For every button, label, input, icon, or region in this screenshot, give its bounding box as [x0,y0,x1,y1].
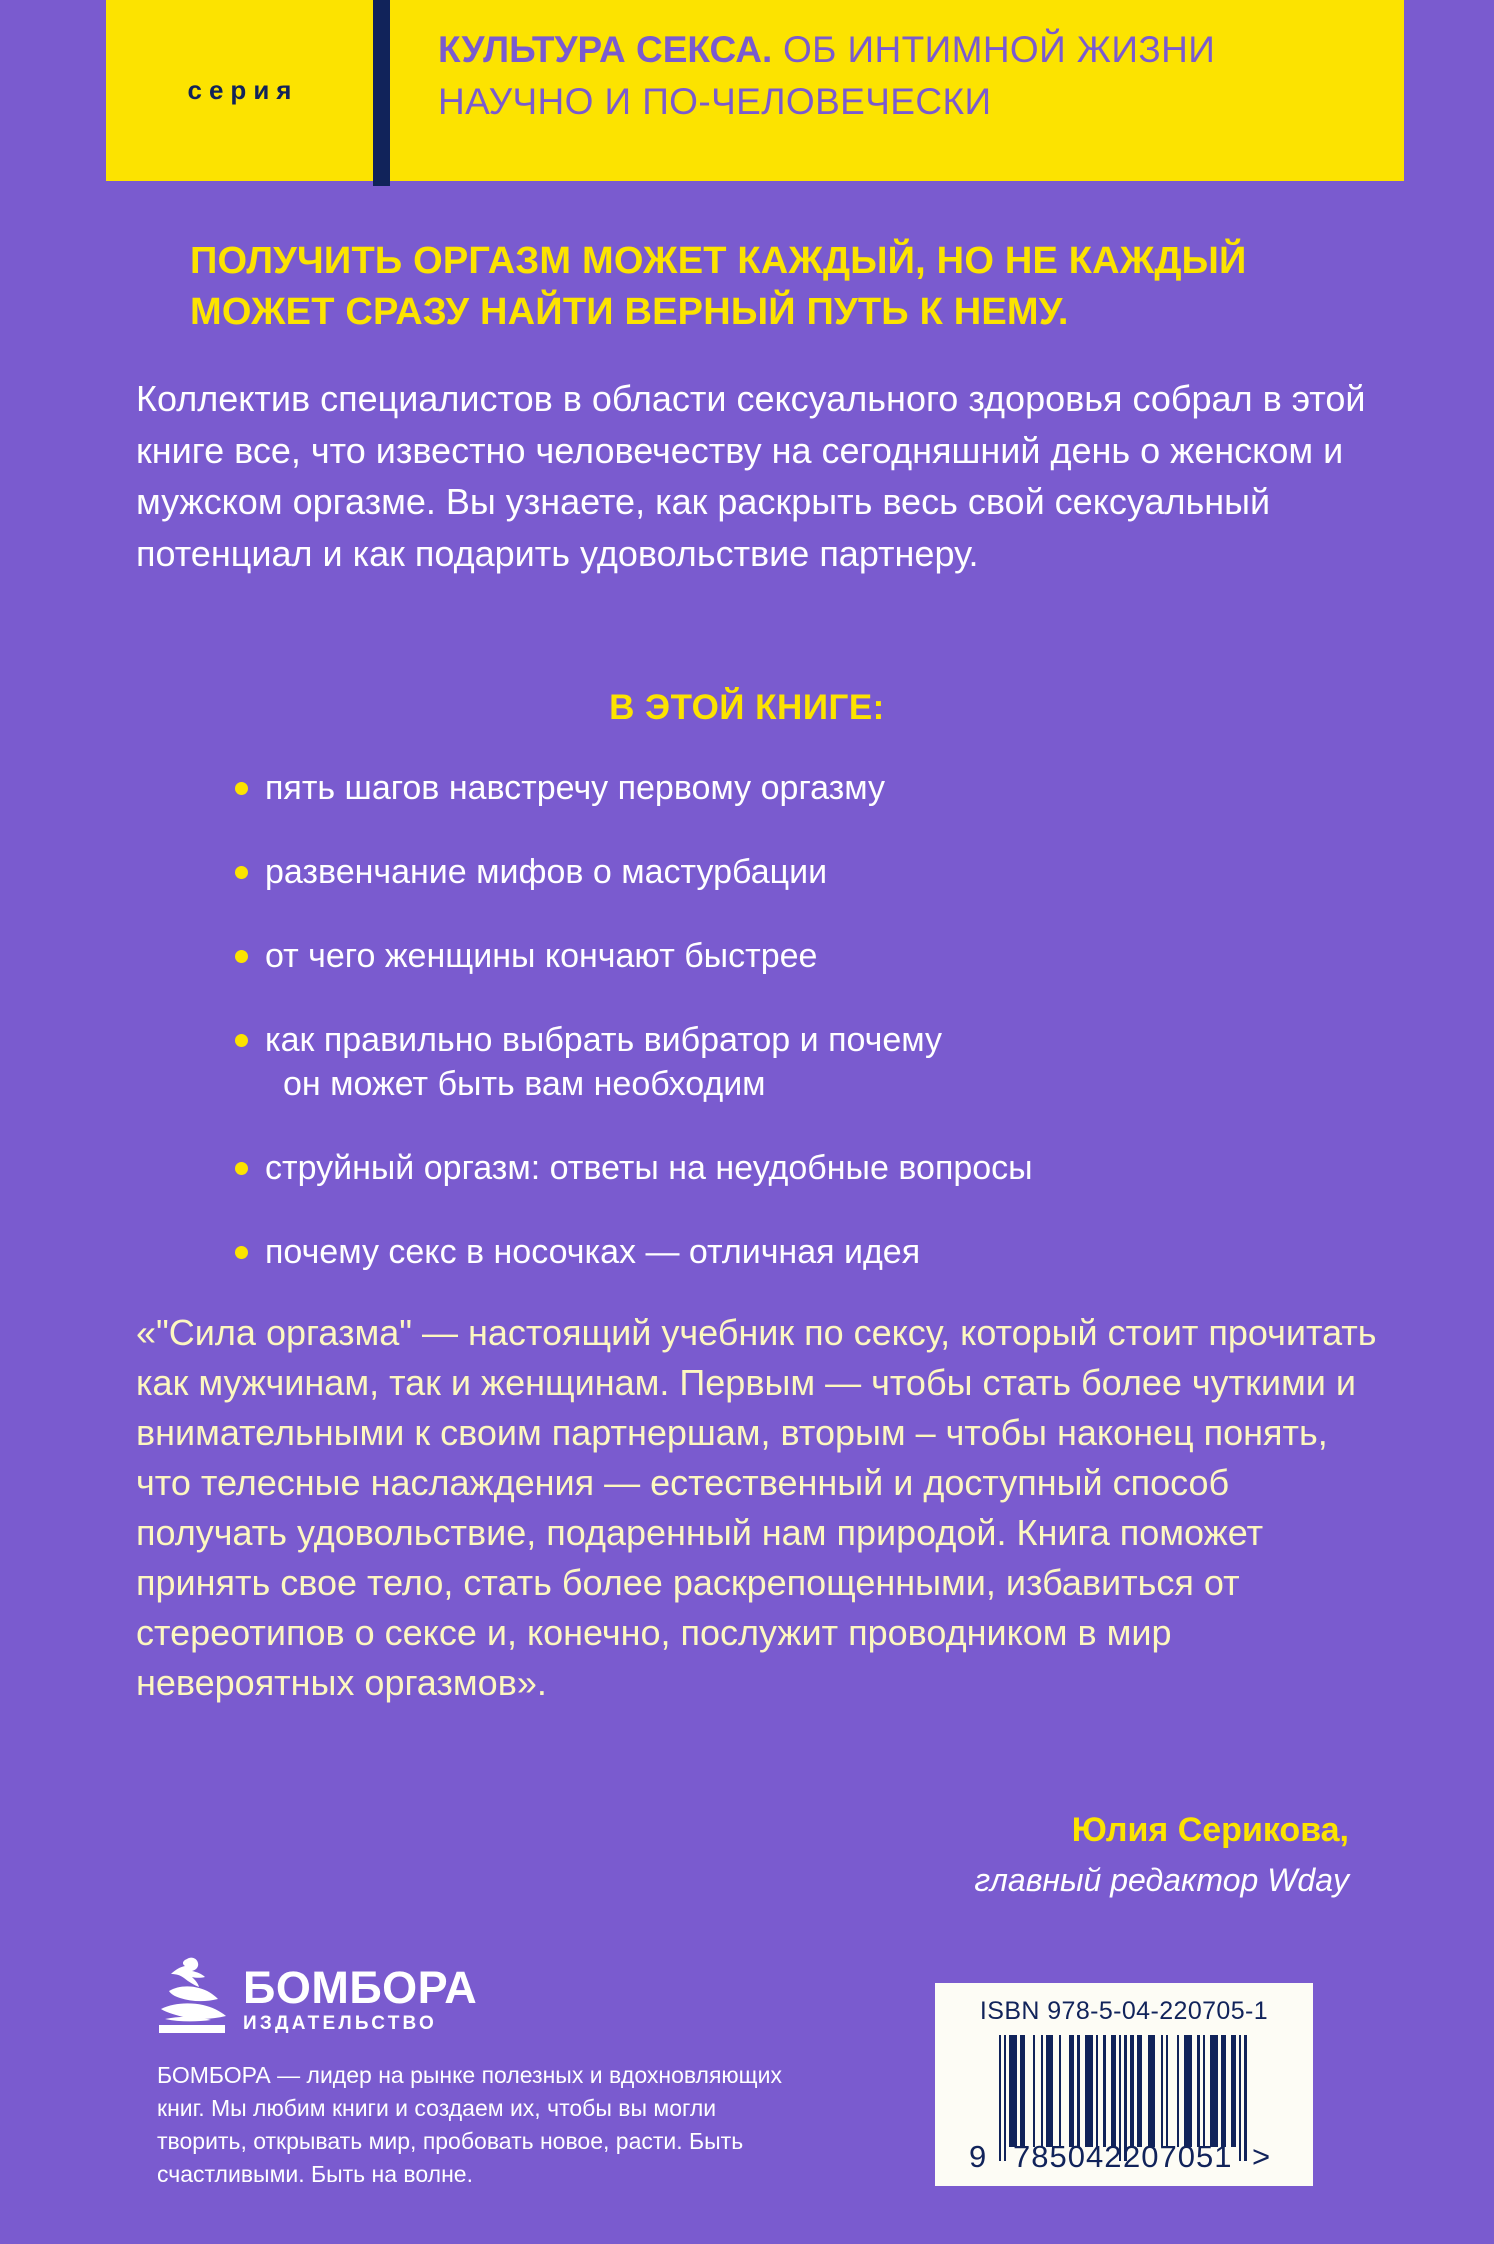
barcode-digit-end: > [1252,2139,1272,2174]
list-item-text: пять шагов навстречу первому оргазму [265,769,885,807]
list-item-text: почему секс в носочках — отличная идея [265,1233,921,1271]
quote-author-role: главный редактор Wday [974,1862,1349,1898]
list-item [235,934,1395,978]
publisher-wordmark [243,1955,477,2037]
bullet-dot-icon [235,1246,248,1259]
intro-paragraph: Коллектив специалистов в области сексуального здоровья собрал в этой книге все, что известно человечеству на сегодняшний день о женском и мужском оргазме. Вы узнаете, как раскрыть весь свой сексуальный потенциал и как подарить удовольствие партнеру. [136,378,1366,574]
list-item [235,1230,1395,1274]
bullet-dot-icon [235,950,248,963]
isbn-barcode [935,1983,1313,2186]
publisher-logo [157,1955,777,2041]
list-item [235,1146,1395,1190]
list-item-text: как правильно выбрать вибратор и почему [265,1021,943,1059]
publisher-name: БОМБОРА [243,1962,478,2013]
list-item-text: от чего женщины кончают быстрее [265,937,818,975]
series-title [438,24,1378,128]
series-label: серия [187,75,299,105]
bullet-dot-icon [235,866,248,879]
barcode-bars [999,2035,1247,2147]
series-title-rest: ОБ ИНТИМНОЙ ЖИЗНИ НАУЧНО И ПО-ЧЕЛОВЕЧЕСКИ [438,29,1216,122]
list-item-text-second-line: он может быть вам необходим [283,1065,766,1103]
barcode-digit-left: 9 [969,2139,988,2174]
section-heading-in-this-book: В ЭТОЙ КНИГЕ: [609,688,885,727]
bullet-dot-icon [235,1162,248,1175]
bombora-surfer-icon [157,1955,229,2035]
series-divider-rule [373,0,390,186]
review-quote: «"Сила оргазма" — настоящий учебник по сексу, который стоит прочитать как мужчинам, так и женщинам. Первым — чтобы стать более чуткими и внимательными к своим партнершам, вторым – чтобы наконец понять, что телесные наслаждения — естественный и доступный способ получать удовольствие, подаренный нам природой. Книга поможет принять свое тело, стать более раскрепощенными, избавиться от стереотипов о сексе и, конечно, послужит проводником в мир невероятных оргазмов». [136,1312,1377,1703]
barcode-digit-group-2: 207051 [1123,2139,1233,2174]
bullet-dot-icon [235,1034,248,1047]
series-title-strong: КУЛЬТУРА СЕКСА. [438,29,773,70]
list-item-text: развенчание мифов о мастурбации [265,853,828,891]
publisher-block [157,1955,782,2191]
isbn-text: ISBN 978-5-04-220705-1 [979,1997,1269,2025]
quote-author-name: Юлия Серикова, [1071,1811,1349,1849]
barcode-digit-group-1: 785042 [1013,2139,1123,2174]
bullet-dot-icon [235,782,248,795]
feature-bullet-list [235,766,1395,1314]
list-item [235,850,1395,894]
publisher-subtitle: ИЗДАТЕЛЬСТВО [243,2013,437,2034]
list-item [235,1018,1395,1106]
lede-headline: ПОЛУЧИТЬ ОРГАЗМ МОЖЕТ КАЖДЫЙ, НО НЕ КАЖДЫЙ МОЖЕТ СРАЗУ НАЙТИ ВЕРНЫЙ ПУТЬ К НЕМУ. [190,240,1247,333]
publisher-blurb: БОМБОРА — лидер на рынке полезных и вдохновляющих книг. Мы любим книги и создаем их, чтобы вы могли творить, открывать мир, пробовать новое, расти. Быть счастливыми. Быть на волне. [157,2062,782,2187]
list-item-text: струйный оргазм: ответы на неудобные вопросы [265,1149,1033,1187]
list-item [235,766,1395,810]
